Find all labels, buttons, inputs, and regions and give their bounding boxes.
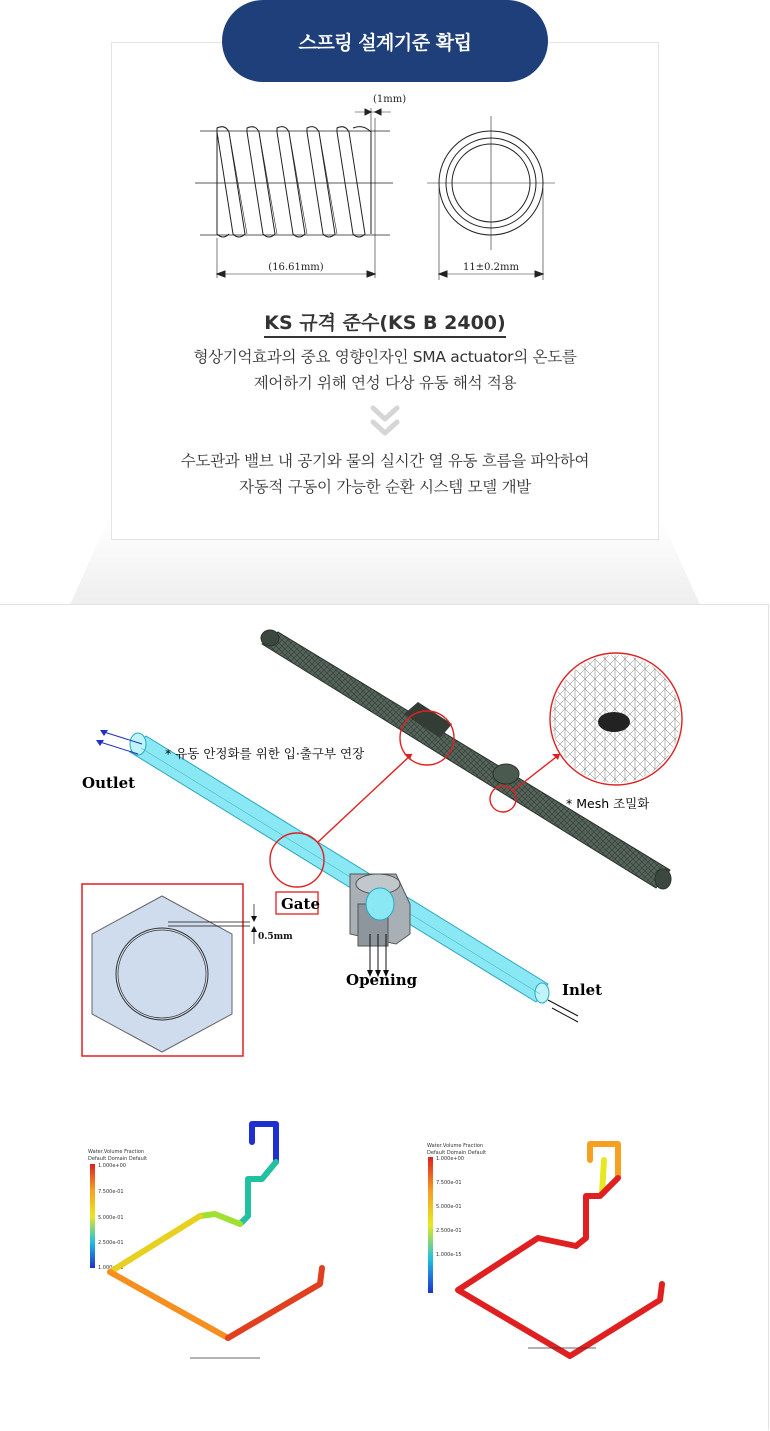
diameter-label: 11±0.2mm	[463, 262, 519, 273]
svg-text:5.000e-01: 5.000e-01	[98, 1215, 124, 1221]
svg-text:1.000e-15: 1.000e-15	[98, 1265, 124, 1271]
double-chevron-down-icon	[369, 404, 401, 440]
svg-text:1.000e-15: 1.000e-15	[436, 1252, 462, 1258]
length-label: (16.61mm)	[268, 262, 324, 273]
pitch-label: (1mm)	[373, 94, 407, 105]
extension-note: * 유동 안정화를 위한 입·출구부 연장	[165, 746, 365, 761]
svg-text:Water.Volume Fraction: Water.Volume Fraction	[88, 1149, 145, 1155]
section-title-badge: 스프링 설계기준 확립	[222, 0, 548, 82]
svg-text:2.500e-01: 2.500e-01	[436, 1228, 462, 1234]
standard-title: KS 규격 준수(KS B 2400)	[111, 308, 659, 335]
gate-label: Gate	[281, 895, 321, 913]
mesh-note: * Mesh 조밀화	[566, 796, 650, 811]
svg-text:1.000e+00: 1.000e+00	[98, 1163, 126, 1169]
standard-description-2: 수도관과 밸브 내 공기와 물의 실시간 열 유동 흐름을 파악하여 자동적 구동이 가능한 순환 시스템 모델 개발	[180, 452, 590, 496]
svg-text:1.000e+00: 1.000e+00	[436, 1156, 464, 1162]
svg-text:5.000e-01: 5.000e-01	[436, 1204, 462, 1210]
gap-label: 0.5mm	[258, 932, 293, 942]
svg-text:7.500e-01: 7.500e-01	[98, 1189, 124, 1195]
flow-model-figure	[0, 604, 770, 1431]
contour-plot-left	[83, 1124, 371, 1368]
spring-technical-drawing	[195, 88, 575, 283]
inlet-label: Inlet	[562, 981, 603, 999]
contour-plot-right	[422, 1140, 710, 1368]
svg-text:7.500e-01: 7.500e-01	[436, 1180, 462, 1186]
svg-text:Water.Volume Fraction: Water.Volume Fraction	[427, 1143, 484, 1149]
svg-text:Default Domain Default: Default Domain Default	[88, 1156, 148, 1162]
opening-label: Opening	[346, 971, 418, 989]
standard-description-1: 형상기억효과의 중요 영향인자인 SMA actuator의 온도를 제어하기 위해 연성 다상 유동 해석 적용	[193, 348, 577, 392]
outlet-label: Outlet	[82, 774, 136, 792]
svg-text:2.500e-01: 2.500e-01	[98, 1240, 124, 1246]
svg-text:Default Domain Default: Default Domain Default	[427, 1150, 487, 1156]
